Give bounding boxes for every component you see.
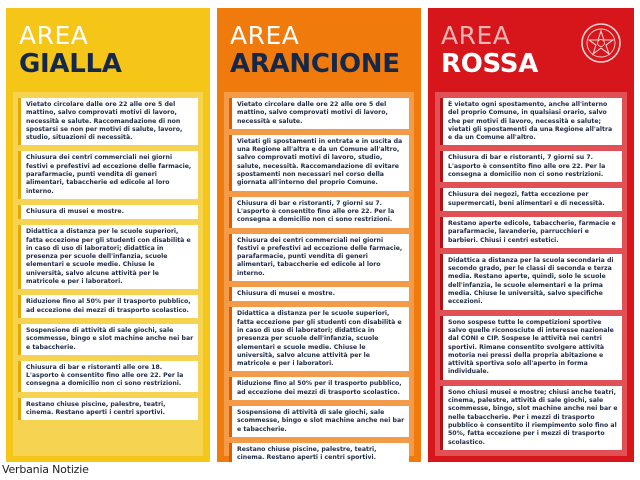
rule-item: È vietato ogni spostamento, anche all'interno del proprio Comune, in qualsiasi orario, salvo che per motivi di lavoro, necessità e salute; vietati gli spostamenti da una Regione all'altra e da un Comune all'altro. bbox=[440, 98, 622, 145]
rule-item: Chiusura di musei e mostre. bbox=[18, 205, 198, 219]
italian-republic-emblem-icon bbox=[579, 21, 623, 65]
rule-item: Didattica a distanza per la scuola secondaria di secondo grado, per le classi di seconda e terza media. Restano aperte, quindi, solo le scuole dell'infanzia, le scuole elementari e la prima media. Chiuse le università, salvo specifiche eccezioni. bbox=[440, 254, 622, 310]
area-label: AREA bbox=[230, 21, 300, 50]
zone-name: ARANCIONE bbox=[230, 49, 400, 79]
area-label: AREA bbox=[441, 21, 511, 50]
zone-column-rossa bbox=[428, 8, 634, 462]
rule-item: Restano aperte edicole, tabaccherie, farmacie e parafarmacie, lavanderie, parrucchieri e barbieri. Chiusi i centri estetici. bbox=[440, 217, 622, 248]
rule-item: Riduzione fino al 50% per il trasporto pubblico, ad eccezione dei mezzi di trasporto scolastico. bbox=[18, 295, 198, 318]
rule-list bbox=[13, 92, 203, 456]
rule-item: Chiusura dei negozi, fatta eccezione per supermercati, beni alimentari e di necessità. bbox=[440, 188, 622, 211]
rule-item: Didattica a distanza per le scuole superiori, fatta eccezione per gli studenti con disabilità e in caso di uso di laboratori; didattica in presenza per scuole dell'infanzia, scuole elementari e scuole medie. Chiuse le università, salvo alcune attività per le matricole e per i laboratori. bbox=[18, 225, 198, 289]
rule-item: Didattica a distanza per le scuole superiori, fatta eccezione per gli studenti con disabilità e in caso di uso di laboratori; didattica in presenza per scuole dell'infanzia, scuole elementari e scuole medie. Chiuse le università, salvo alcune attività per le matricole e per i laboratori. bbox=[229, 307, 409, 371]
rule-item: Chiusura di bar e ristoranti, 7 giorni su 7. L'asporto è consentito fino alle ore 22. Per la consegna a domicilio non ci sono restrizioni. bbox=[440, 151, 622, 182]
rule-item: Riduzione fino al 50% per il trasporto pubblico, ad eccezione dei mezzi di trasporto scolastico. bbox=[229, 377, 409, 400]
area-label: AREA bbox=[19, 21, 89, 50]
rule-item: Sospensione di attività di sale giochi, sale scommesse, bingo e slot machine anche nei bar e tabaccherie. bbox=[18, 324, 198, 355]
zone-name: GIALLA bbox=[19, 49, 122, 79]
source-credit: Verbania Notizie bbox=[2, 463, 89, 476]
rule-item: Chiusura di bar e ristoranti, 7 giorni su 7. L'asporto è consentito fino alle ore 22. Per la consegna a domicilio non ci sono restrizioni. bbox=[229, 197, 409, 228]
rule-item: Sospensione di attività di sale giochi, sale scommesse, bingo e slot machine anche nei bar e tabaccherie. bbox=[229, 406, 409, 437]
rule-item: Chiusura dei centri commerciali nei giorni festivi e prefestivi ad eccezione delle farmacie, parafarmacie, punti vendita di generi alimentari, tabaccherie ed edicole al loro interno. bbox=[229, 234, 409, 281]
rule-item: Sono chiusi musei e mostre; chiusi anche teatri, cinema, palestre, attività di sale giochi, sale scommesse, bingo, slot machine anche nei bar e nelle tabaccherie. Per i mezzi di trasporto pubblico è consentito il riempimento solo fino al 50%, fatta eccezione per i mezzi di trasporto scolastico. bbox=[440, 386, 622, 450]
rule-item: Vietati gli spostamenti in entrata e in uscita da una Regione all'altra e da un Comune all'altro, salvo comprovati motivi di lavoro, studio, salute, necessità. Raccomandazione di evitare spostamenti non necessari nel corso della giornata all'interno del proprio Comune. bbox=[229, 135, 409, 191]
rule-item: Vietato circolare dalle ore 22 alle ore 5 del mattino, salvo comprovati motivi di lavoro, necessità e salute. bbox=[229, 98, 409, 129]
rule-list bbox=[224, 92, 414, 462]
rule-item: Vietato circolare dalle ore 22 alle ore 5 del mattino, salvo comprovati motivi di lavoro, necessità e salute. Raccomandazione di non spostarsi se non per motivi di salute, lavoro, studio, situazioni di necessità. bbox=[18, 98, 198, 145]
rule-item: Chiusura di musei e mostre. bbox=[229, 287, 409, 301]
zone-header bbox=[224, 17, 414, 90]
rule-item: Chiusura dei centri commerciali nei giorni festivi e prefestivi ad eccezione delle farmacie, parafarmacie, punti vendita di generi alimentari, tabaccherie ed edicole al loro interno. bbox=[18, 151, 198, 198]
rule-item: Restano chiuse piscine, palestre, teatri, cinema. Restano aperti i centri sportivi. bbox=[229, 443, 409, 462]
zone-column-arancione bbox=[217, 8, 421, 462]
zone-header bbox=[13, 17, 203, 90]
rule-item: Sono sospese tutte le competizioni sportive salvo quelle riconosciute di interesse nazionale dal CONI e CIP. Sospese le attività nei centri sportivi. Rimane consentito svolgere attività motoria nei pressi della propria abitazione e attività sportiva solo all'aperto in forma individuale. bbox=[440, 316, 622, 380]
rule-list bbox=[435, 92, 627, 456]
zone-name: ROSSA bbox=[441, 49, 539, 79]
zone-header bbox=[435, 17, 627, 90]
rule-item: Chiusura di bar e ristoranti alle ore 18. L'asporto è consentito fino alle ore 22. Per la consegna a domicilio non ci sono restrizioni. bbox=[18, 361, 198, 392]
rule-item: Restano chiuse piscine, palestre, teatri, cinema. Restano aperti i centri sportivi. bbox=[18, 398, 198, 421]
zone-column-gialla bbox=[6, 8, 210, 462]
